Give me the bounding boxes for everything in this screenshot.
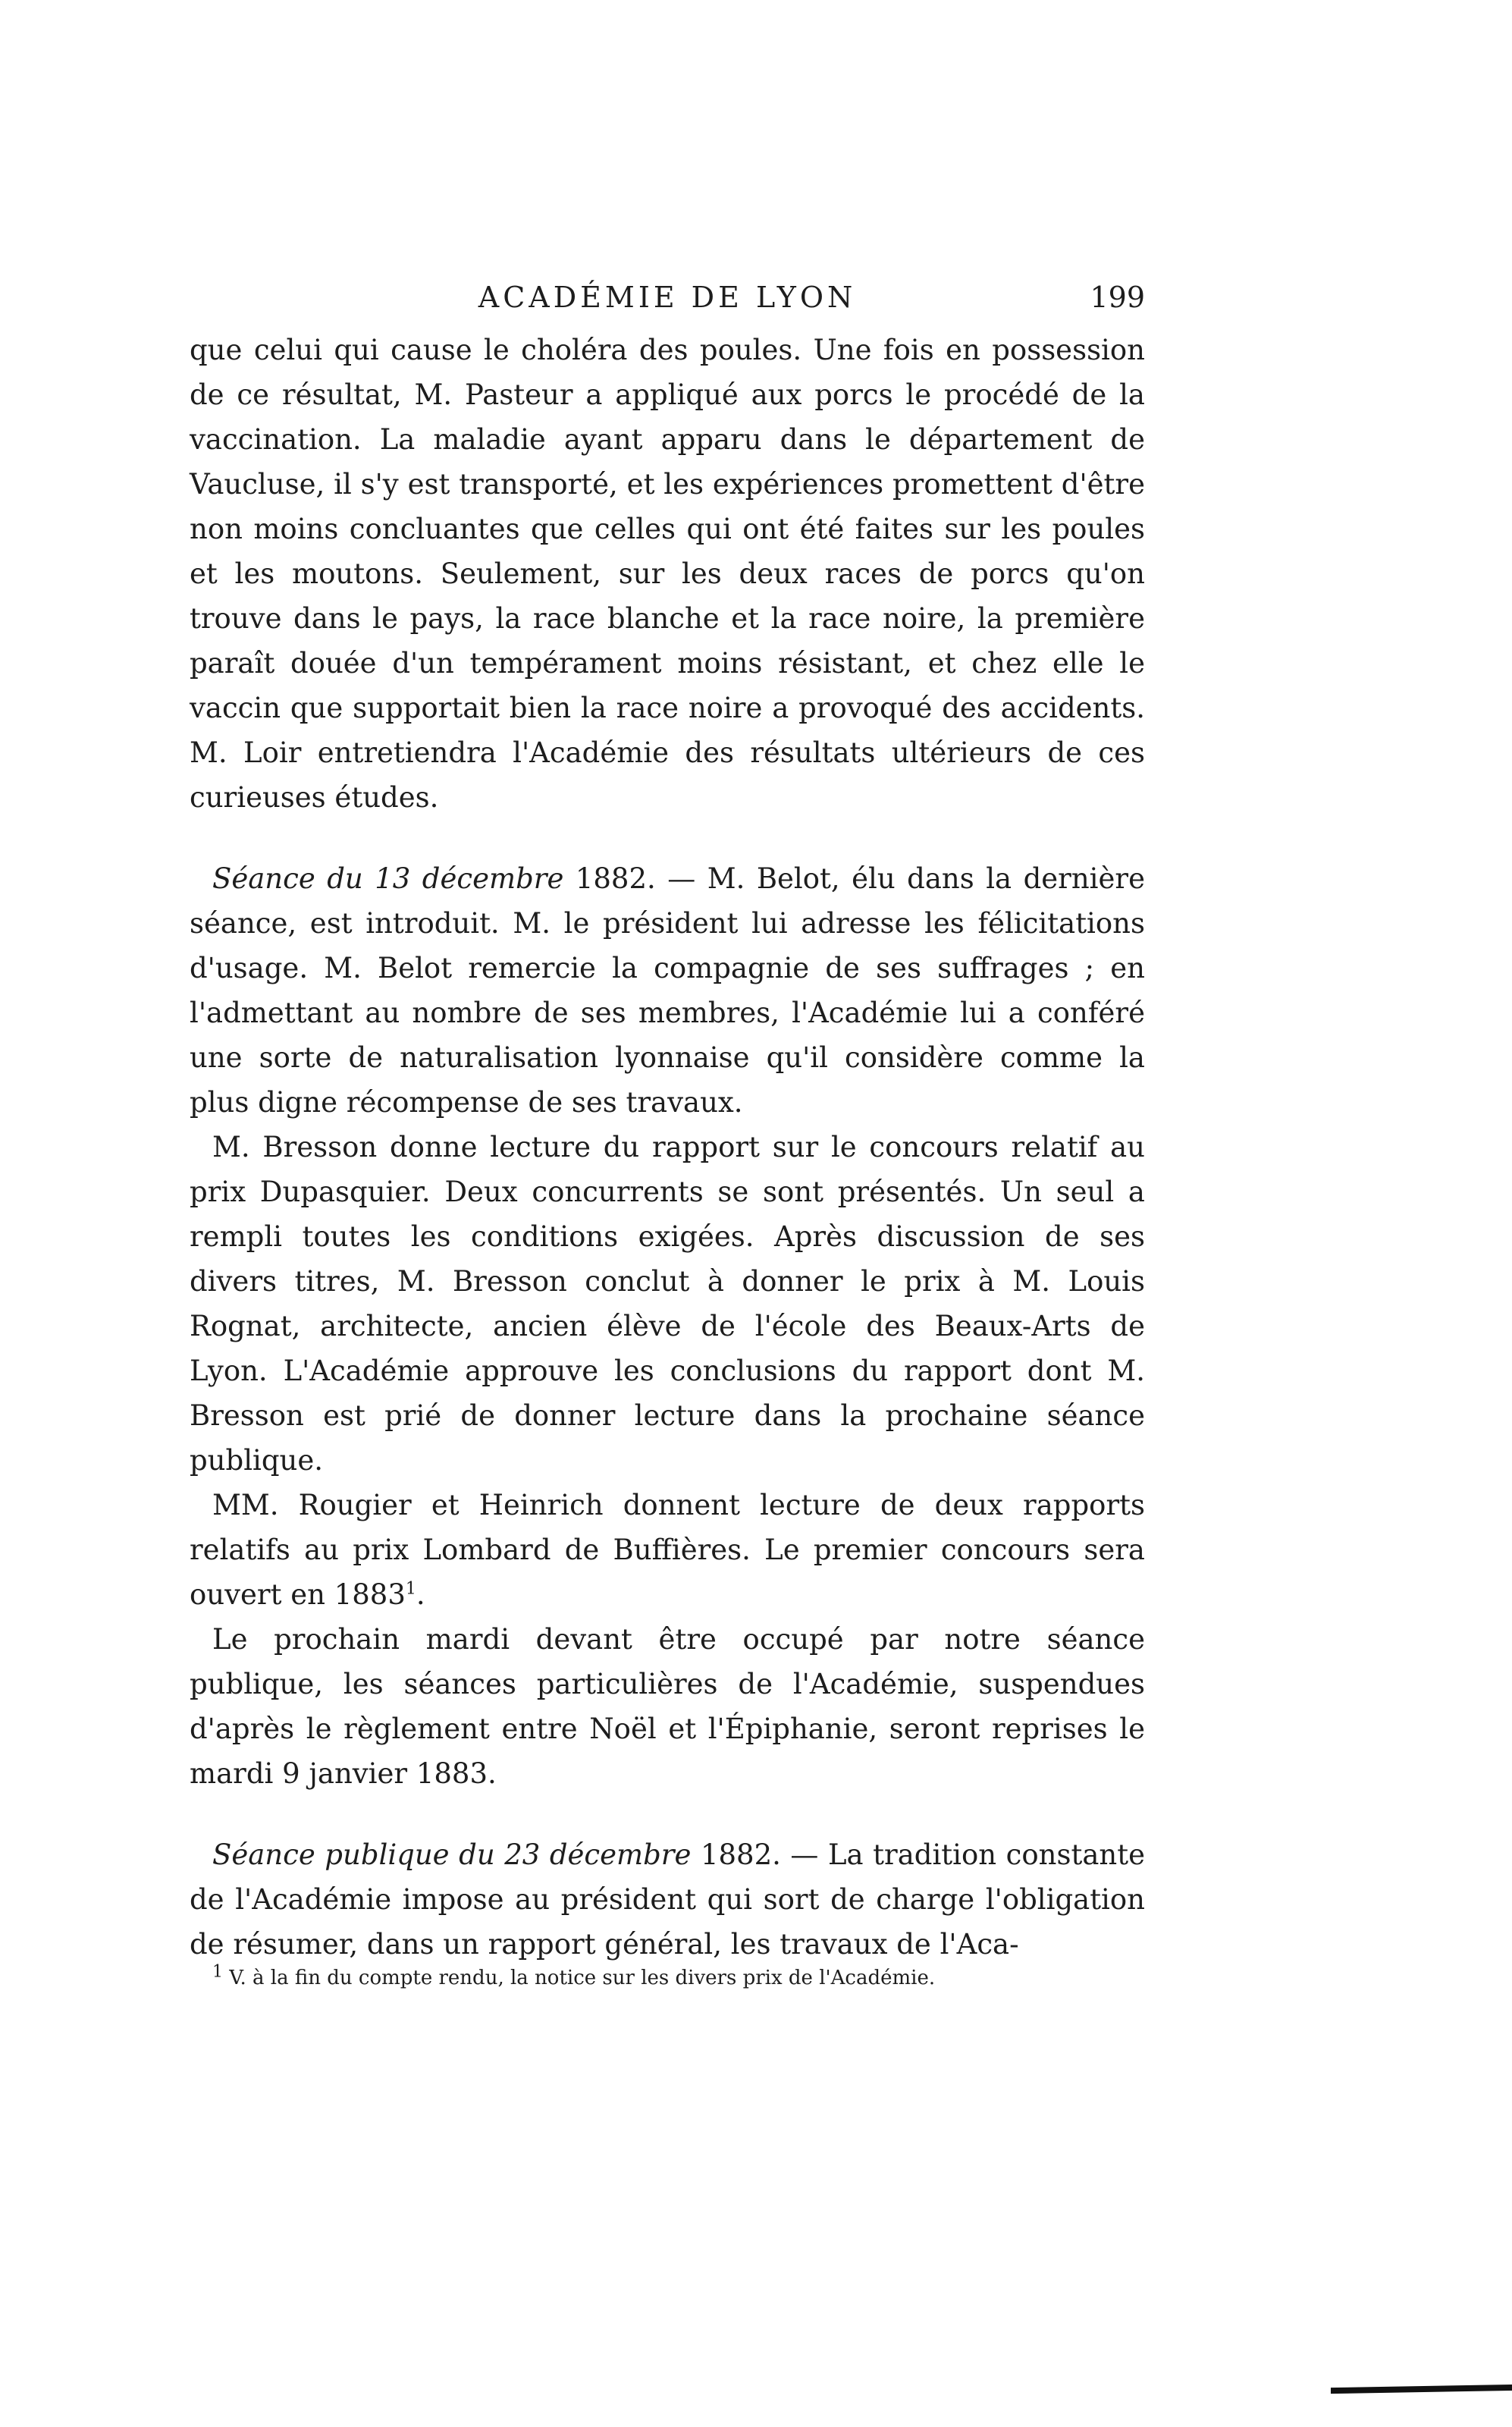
paragraph-pasteur-vaccination: que celui qui cause le choléra des poules. Une fois en possession de ce résultat, M. Pasteur a appliqué aux porcs le procédé de la vaccination. La maladie ayant apparu dans le département de Vaucluse, il s'y est transporté, et les expériences promettent d'être non moins concluantes que celles qui ont été faites sur les poules et les moutons. Seulement, sur les deux races de porcs qu'on trouve dans le pays, la race blanche et la race noire, la première paraît douée d'un tempérament moins résistant, et chez elle le vaccin que supportait bien la race noire a provoqué des accidents. M. Loir entretiendra l'Académie des résultats ultérieurs de ces curieuses études.	[190, 334, 1145, 814]
body-text	[190, 328, 1145, 1967]
paragraph-prochain-mardi: Le prochain mardi devant être occupé par notre séance publique, les séances particulières de l'Académie, suspendues d'après le règlement entre Noël et l'Épiphanie, seront reprises le mardi 9 janvier 1883.	[190, 1623, 1145, 1790]
paragraph-seance-13-decembre: Séance du 13 décembre 1882. — M. Belot, élu dans la dernière séance, est introduit. M. le président lui adresse les félicitations d'usage. M. Belot remercie la compagnie de ses suffrages ; en l'admettant au nombre de ses membres, l'Académie lui a conféré une sorte de naturalisation lyonnaise qu'il considère comme la plus digne récompense de ses travaux.	[190, 862, 1145, 1119]
footnote-reference[interactable]: 1	[405, 1579, 416, 1599]
scan-edge-mark	[1331, 2385, 1512, 2394]
running-head	[190, 275, 1145, 320]
session-heading: Séance du 13 décembre	[212, 862, 564, 895]
page-number: 199	[1090, 281, 1145, 314]
running-title: ACADÉMIE DE LYON	[478, 281, 857, 314]
footnote-mark: 1	[212, 1962, 223, 1982]
paragraph-prix-lombard: MM. Rougier et Heinrich donnent lecture de deux rapports relatifs au prix Lombard de Buffières. Le premier concours sera ouvert en 1883$^1$.	[190, 1489, 1145, 1611]
paragraph-prix-dupasquier: M. Bresson donne lecture du rapport sur le concours relatif au prix Dupasquier. Deux concurrents se sont présentés. Un seul a rempli toutes les conditions exigées. Après discussion de ses divers titres, M. Bresson conclut à donner le prix à M. Louis Rognat, architecte, ancien élève de l'école des Beaux-Arts de Lyon. L'Académie approuve les conclusions du rapport dont M. Bresson est prié de donner lecture dans la prochaine séance publique.	[190, 1131, 1145, 1477]
paragraph-seance-publique: Séance publique du 23 décembre 1882. — La tradition constante de l'Académie impose au président qui sort de charge l'obligation de résumer, dans un rapport général, les travaux de l'Aca-	[190, 1838, 1145, 1961]
footnote: $^1$ V. à la fin du compte rendu, la notice sur les divers prix de l'Académie.	[212, 1962, 936, 1989]
session-heading: Séance publique du 23 décembre	[212, 1838, 692, 1871]
